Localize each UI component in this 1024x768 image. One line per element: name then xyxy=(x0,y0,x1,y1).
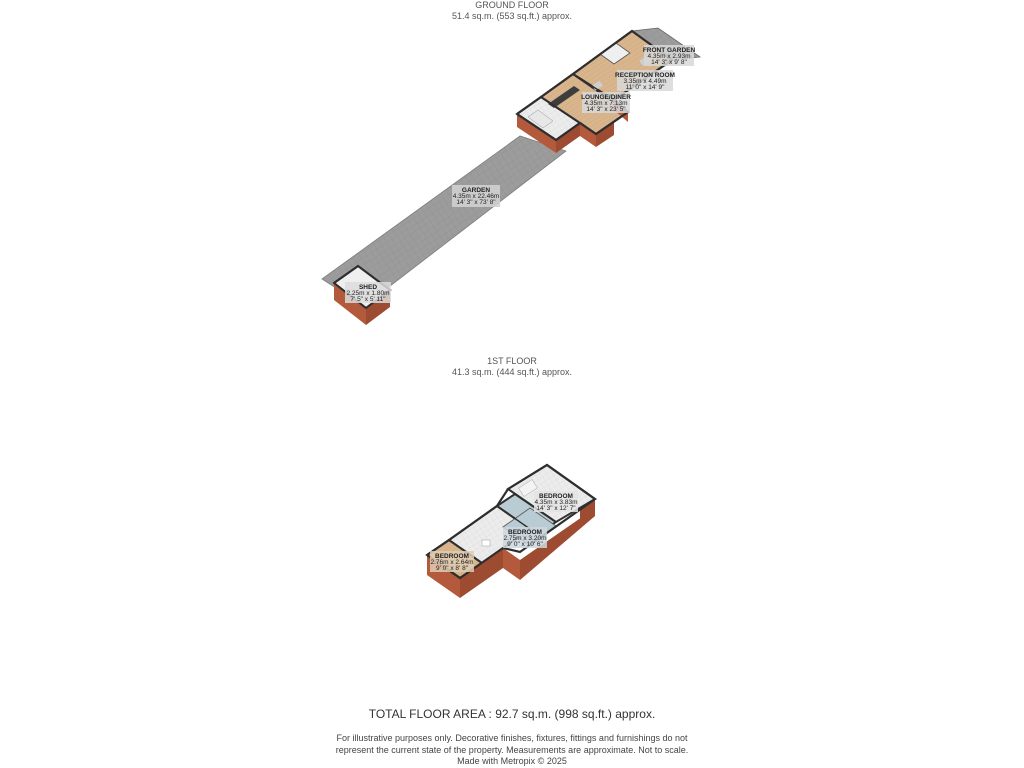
first-floor-title: 1ST FLOOR xyxy=(487,356,537,366)
reception-room-metric: 3.35m x 4.49m xyxy=(623,78,667,85)
disclaimer-line-2: represent the current state of the property. Measurements are approximate. Not to scale. xyxy=(335,744,689,755)
reception-room-imperial: 11' 0" x 14' 9" xyxy=(625,84,665,91)
bedroom-small-metric: 2.76m x 2.64m xyxy=(430,559,474,566)
bedroom-large-imperial: 14' 3" x 12' 7" xyxy=(536,505,576,512)
bedroom-large-label xyxy=(534,491,578,512)
total-floor-area: TOTAL FLOOR AREA : 92.7 sq.m. (998 sq.ft.) approx. xyxy=(368,707,656,721)
reception-room-label xyxy=(615,70,675,91)
shed-name: SHED xyxy=(358,284,378,291)
first-floor-plan xyxy=(427,465,595,598)
bedroom-middle-name: BEDROOM xyxy=(508,529,542,536)
bedroom-small-imperial: 9' 0" x 8' 8" xyxy=(435,565,469,572)
lounge-diner-metric: 4.35m x 7.13m xyxy=(584,100,628,107)
ground-floor-plan xyxy=(322,28,700,325)
reception-room-name: RECEPTION ROOM xyxy=(615,72,675,79)
disclaimer-line-3: Made with Metropix © 2025 xyxy=(457,756,567,766)
front-garden-metric: 4.35m x 2.93m xyxy=(647,53,691,60)
lounge-diner-imperial: 14' 3" x 23' 5" xyxy=(586,106,626,113)
garden-label xyxy=(452,185,500,207)
garden-name: GARDEN xyxy=(461,187,491,194)
garden-metric: 4.35m x 22.46m xyxy=(452,193,500,200)
front-garden-imperial: 14' 3" x 9' 8" xyxy=(651,59,687,66)
lounge-diner-name: LOUNGE/DINER xyxy=(581,94,631,101)
shed-label xyxy=(345,282,391,303)
lounge-diner-label xyxy=(581,92,631,113)
bedroom-middle-imperial: 9' 0" x 10' 6" xyxy=(507,541,543,548)
first-floor-area: 41.3 sq.m. (444 sq.ft.) approx. xyxy=(451,367,573,377)
bedroom-large-name: BEDROOM xyxy=(539,493,573,500)
disclaimer xyxy=(0,733,1024,768)
disclaimer-line-1: For illustrative purposes only. Decorative finishes, fixtures, fittings and furnishings do not xyxy=(336,733,688,743)
ground-floor-title: GROUND FLOOR xyxy=(475,0,549,10)
bedroom-large-metric: 4.35m x 3.83m xyxy=(534,499,578,506)
ground-floor-area: 51.4 sq.m. (553 sq.ft.) approx. xyxy=(451,11,573,21)
garden-imperial: 14' 3" x 73' 8" xyxy=(456,199,496,206)
bedroom-small-label xyxy=(430,551,474,572)
shed-imperial: 7' 5" x 5' 11" xyxy=(350,296,386,303)
shed-metric: 2.25m x 1.80m xyxy=(346,290,390,297)
bedroom-middle-label xyxy=(503,527,547,548)
front-garden-name: FRONT GARDEN xyxy=(642,47,696,54)
bedroom-middle-metric: 2.75m x 3.20m xyxy=(503,535,547,542)
bedroom-small-name: BEDROOM xyxy=(435,553,469,560)
front-garden-label xyxy=(643,45,696,66)
